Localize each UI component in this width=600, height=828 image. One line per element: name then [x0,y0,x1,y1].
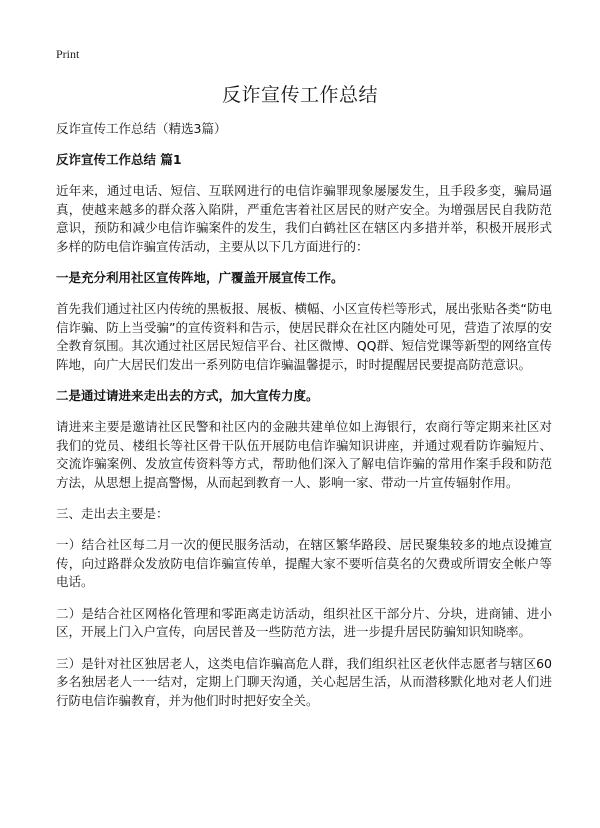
print-label: Print [56,47,80,61]
article-heading: 反诈宣传工作总结 篇1 [56,152,182,167]
document-body [56,120,552,723]
section-1-paragraph: 首先我们通过社区内传统的黑板报、展板、横幅、小区宣传栏等形式，展出张贴各类“防电信诈骗、防上当受骗”的宣传资料和告示，使居民群众在社区内随处可见，营造了浓厚的安全教育氛围。其次通过社区居民短信平台、社区微博、QQ群、短信党课等新型的网络宣传阵地，向广大居民们发出一系列防电信诈骗温馨提示，时时提醒居民要提高防范意识。 [56,301,552,372]
section-heading-1: 一是充分利用社区宣传阵地，广覆盖开展宣传工作。 [56,270,344,285]
section-heading-2: 二是通过请进来走出去的方式，加大宣传力度。 [56,388,319,403]
section-3-item-2: 二）是结合社区网格化管理和零距离走访活动，组织社区干部分片、分块，进商铺、进小区，开展上门入户宣传，向居民普及一些防范方法，进一步提升居民防骗知识知晓率。 [56,605,552,639]
section-2-paragraph: 请进来主要是邀请社区民警和社区内的金融共建单位如上海银行，农商行等定期来社区对我们的党员、楼组长等社区骨干队伍开展防电信诈骗知识讲座，并通过观看防诈骗短片、交流诈骗案例、发放宣传资料等方式，帮助他们深入了解电信诈骗的常用作案手段和防范方法，从思想上提高警惕，从而起到教育一人、影响一家、带动一片宣传辐射作用。 [56,419,552,490]
section-3-item-3: 三）是针对社区独居老人，这类电信诈骗高危人群，我们组织社区老伙伴志愿者与辖区60多名独居老人一一结对，定期上门聊天沟通，关心起居生活，从而潜移默化地对老人们进行防电信诈骗教育，并为他们时时把好安全关。 [56,655,552,708]
section-heading-3: 三、走出去主要是： [56,506,169,521]
document-title: 反诈宣传工作总结 [221,84,378,106]
intro-paragraph: 近年来，通过电话、短信、互联网进行的电信诈骗罪现象屡屡发生，且手段多变，骗局逼真，使越来越多的群众落入陷阱，严重危害着社区居民的财产安全。为增强居民自我防范意识，预防和减少电信诈骗案件的发生，我们白鹤社区在辖区内多措并举，积极开展形式多样的防电信诈骗宣传活动，主要从以下几方面进行的： [56,183,552,254]
section-3-item-1: 一）结合社区每二月一次的便民服务活动，在辖区繁华路段、居民聚集较多的地点设摊宣传，向过路群众发放防电信诈骗宣传单，提醒大家不要听信莫名的欠费或所谓安全帐户等电话。 [56,537,552,589]
document-subtitle: 反诈宣传工作总结（精选3篇） [56,121,227,136]
